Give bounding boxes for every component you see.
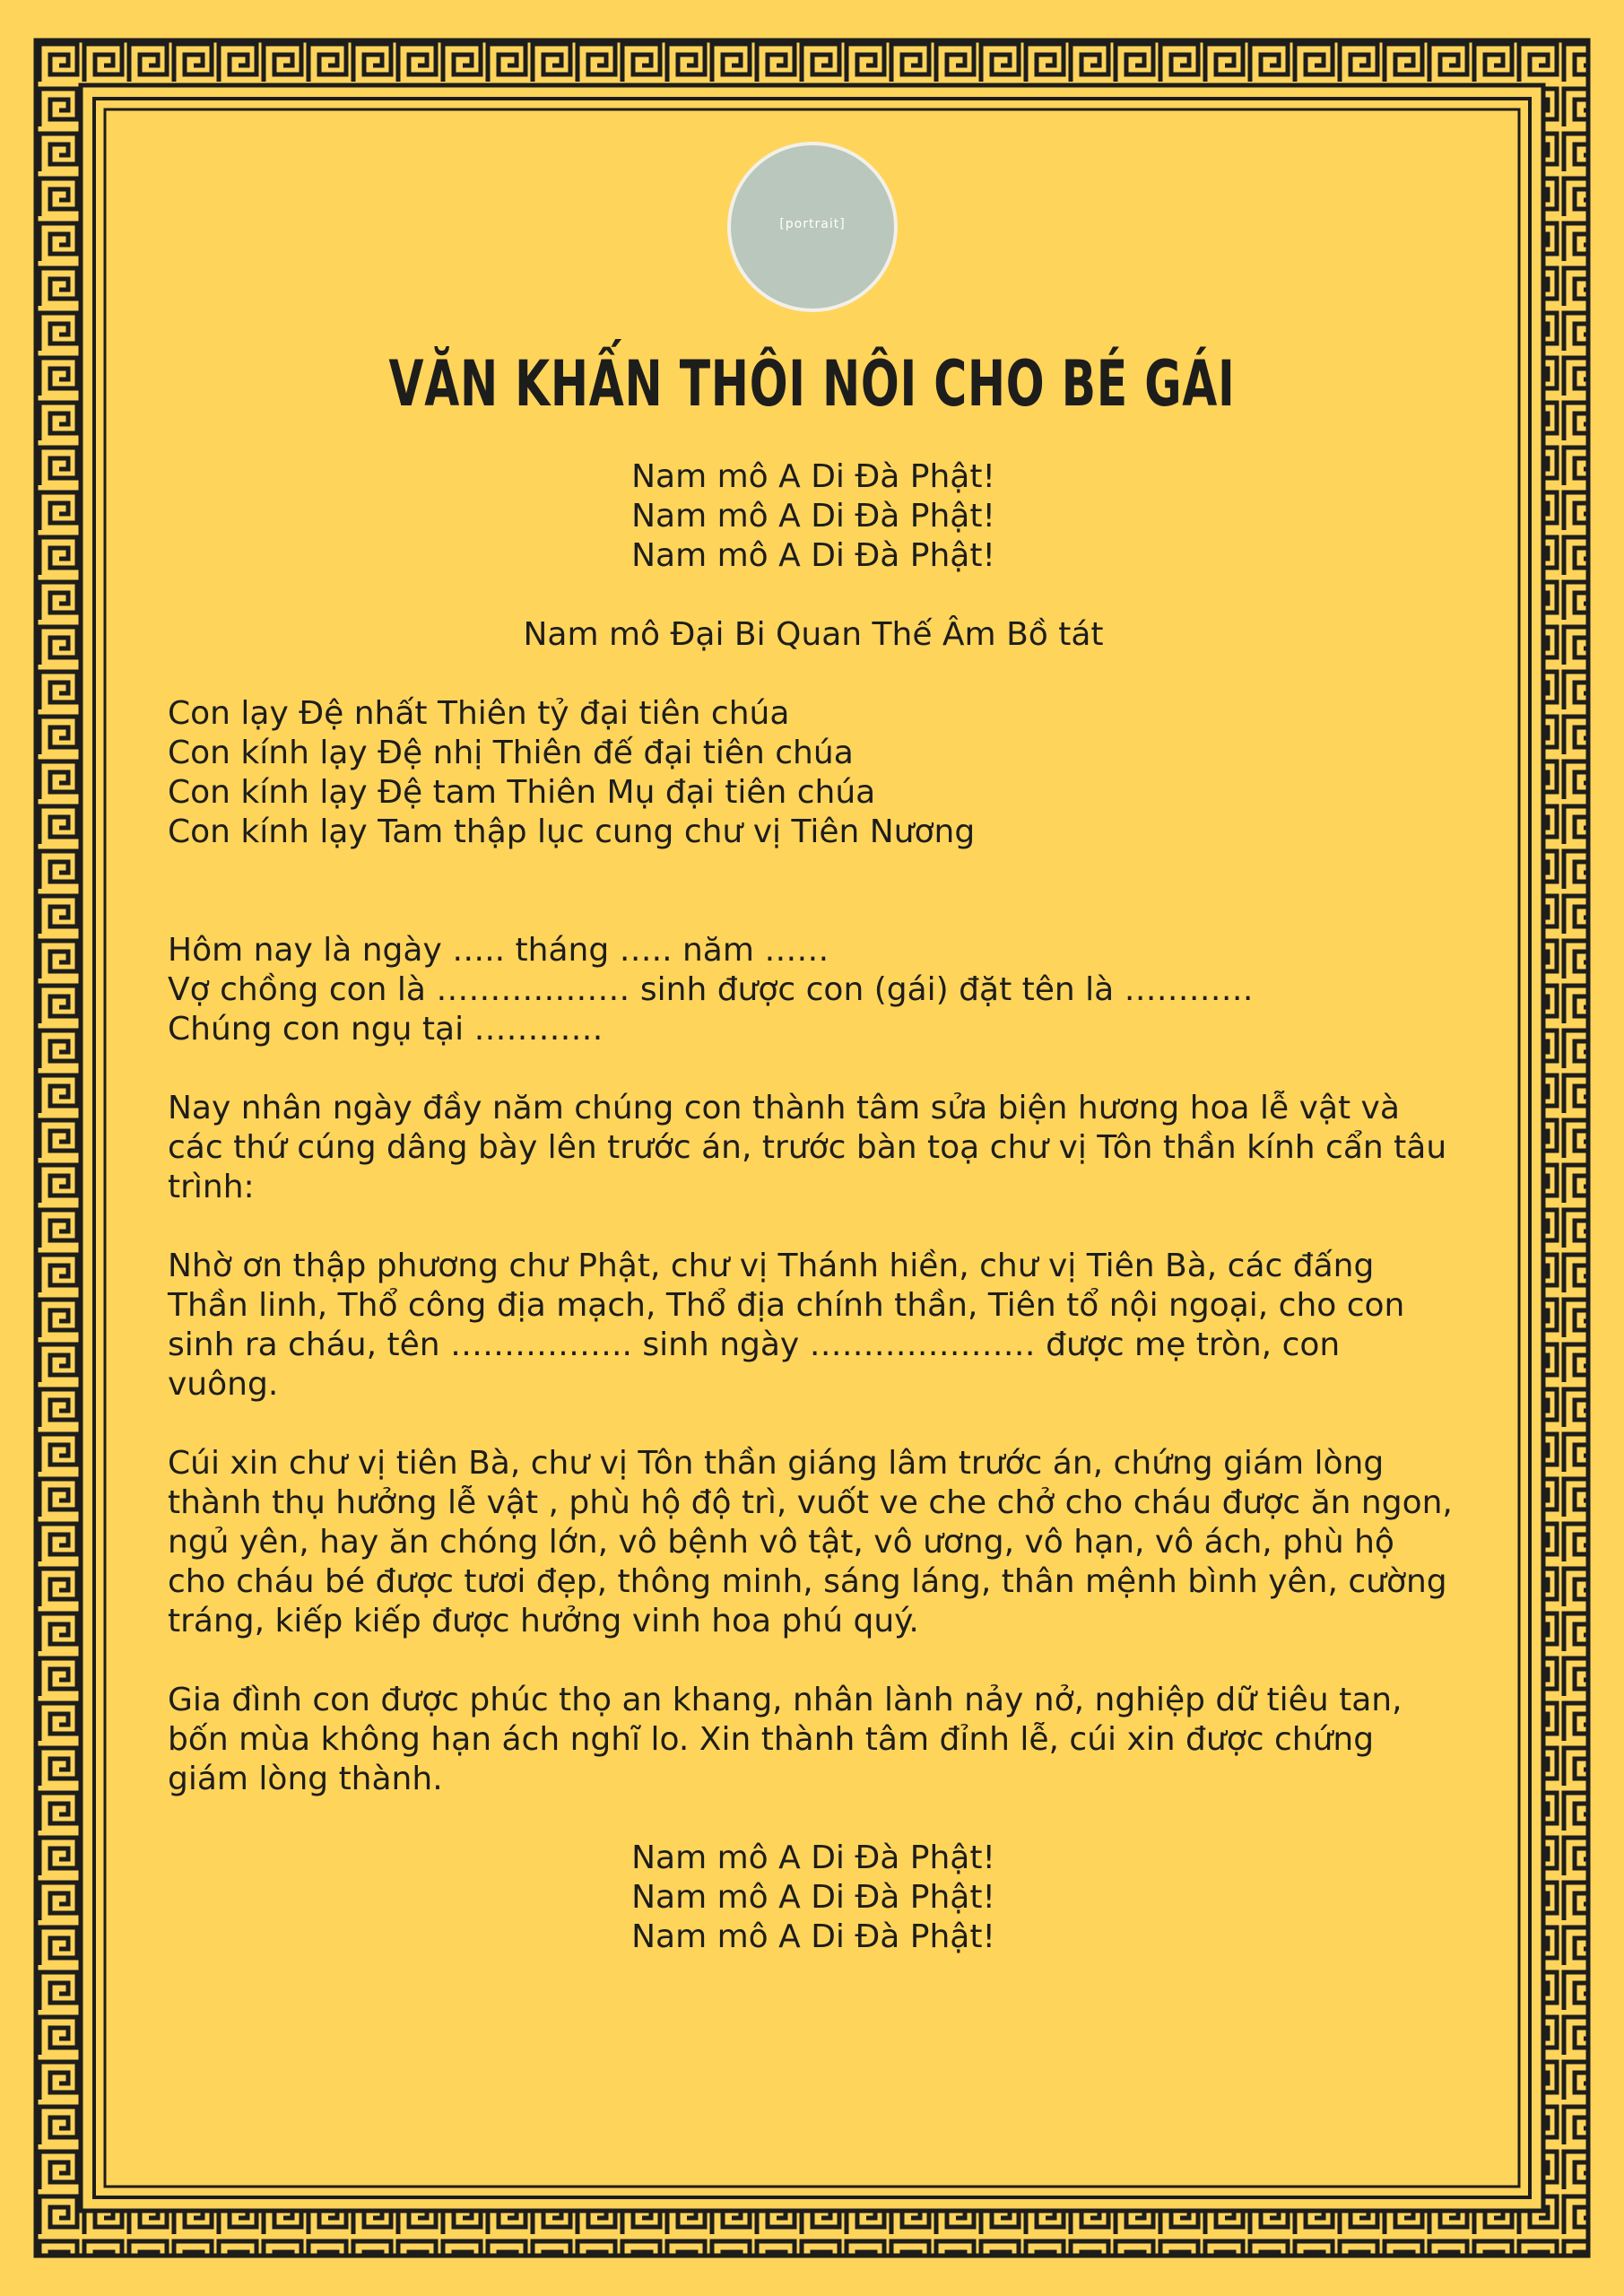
closing-chant — [168, 1839, 1459, 1957]
bodhisattva-line: Nam mô Đại Bi Quan Thế Âm Bồ tát — [523, 616, 1104, 653]
prayer-text — [168, 457, 1459, 1957]
chant-line: Nam mô A Di Đà Phật! — [631, 498, 995, 535]
page-title: VĂN KHẤN THÔI NÔI CHO BÉ GÁI — [388, 347, 1236, 421]
detail-line: Chúng con ngụ tại ………… — [168, 1011, 604, 1048]
portrait-placeholder-label: [portrait] — [779, 217, 846, 231]
paragraph-blessing: Cúi xin chư vị tiên Bà, chư vị Tôn thần giáng lâm trước án, chứng giám lòng thành thụ hưởng lễ vật , phù hộ độ trì, vuốt ve che chở cho cháu được ăn ngon, ngủ yên, hay ăn chóng lớn, vô bệnh vô tật, vô ương, vô hạn, vô ách, phù hộ cho cháu bé được tươi đẹp, thông minh, sáng láng, thân mệnh bình yên, cường tráng, kiếp kiếp được hưởng vinh hoa phú quý. — [168, 1445, 1453, 1639]
chant-line: Nam mô A Di Đà Phật! — [631, 1918, 995, 1955]
paragraph-offering: Nay nhân ngày đầy năm chúng con thành tâm sửa biện hương hoa lễ vật và các thứ cúng dâng bày lên trước án, trước bàn toạ chư vị Tôn thần kính cẩn tâu trình: — [168, 1090, 1447, 1205]
invocation-line: Con kính lạy Tam thập lục cung chư vị Tiên Nương — [168, 813, 976, 850]
invocation-line: Con lạy Đệ nhất Thiên tỷ đại tiên chúa — [168, 695, 790, 732]
detail-line: Hôm nay là ngày ….. tháng ….. năm …… — [168, 932, 829, 969]
paragraph-gratitude: Nhờ ơn thập phương chư Phật, chư vị Thánh hiền, chư vị Tiên Bà, các đấng Thần linh, Thổ công địa mạch, Thổ địa chính thần, Tiên tổ nội ngoại, cho con sinh ra cháu, tên …………….. sinh ngày ………………… được mẹ tròn, con vuông. — [168, 1248, 1405, 1403]
chant-line: Nam mô A Di Đà Phật! — [631, 1879, 995, 1916]
chant-line: Nam mô A Di Đà Phật! — [631, 537, 995, 574]
invocation-line: Con kính lạy Đệ tam Thiên Mụ đại tiên chúa — [168, 774, 876, 811]
paragraph-family: Gia đình con được phúc thọ an khang, nhân lành nảy nở, nghiệp dữ tiêu tan, bốn mùa không hạn ách nghĩ lo. Xin thành tâm đỉnh lễ, cúi xin được chứng giám lòng thành. — [168, 1682, 1403, 1797]
invocation-line: Con kính lạy Đệ nhị Thiên đế đại tiên chúa — [168, 735, 854, 771]
chant-line: Nam mô A Di Đà Phật! — [631, 1839, 995, 1876]
opening-chant — [168, 457, 1459, 576]
details-block — [168, 931, 1459, 1049]
detail-line: Vợ chồng con là ……………… sinh được con (gái) đặt tên là ………… — [168, 971, 1254, 1008]
portrait-placeholder — [727, 142, 898, 312]
chant-line: Nam mô A Di Đà Phật! — [631, 458, 995, 495]
invocation-list — [168, 694, 1459, 852]
